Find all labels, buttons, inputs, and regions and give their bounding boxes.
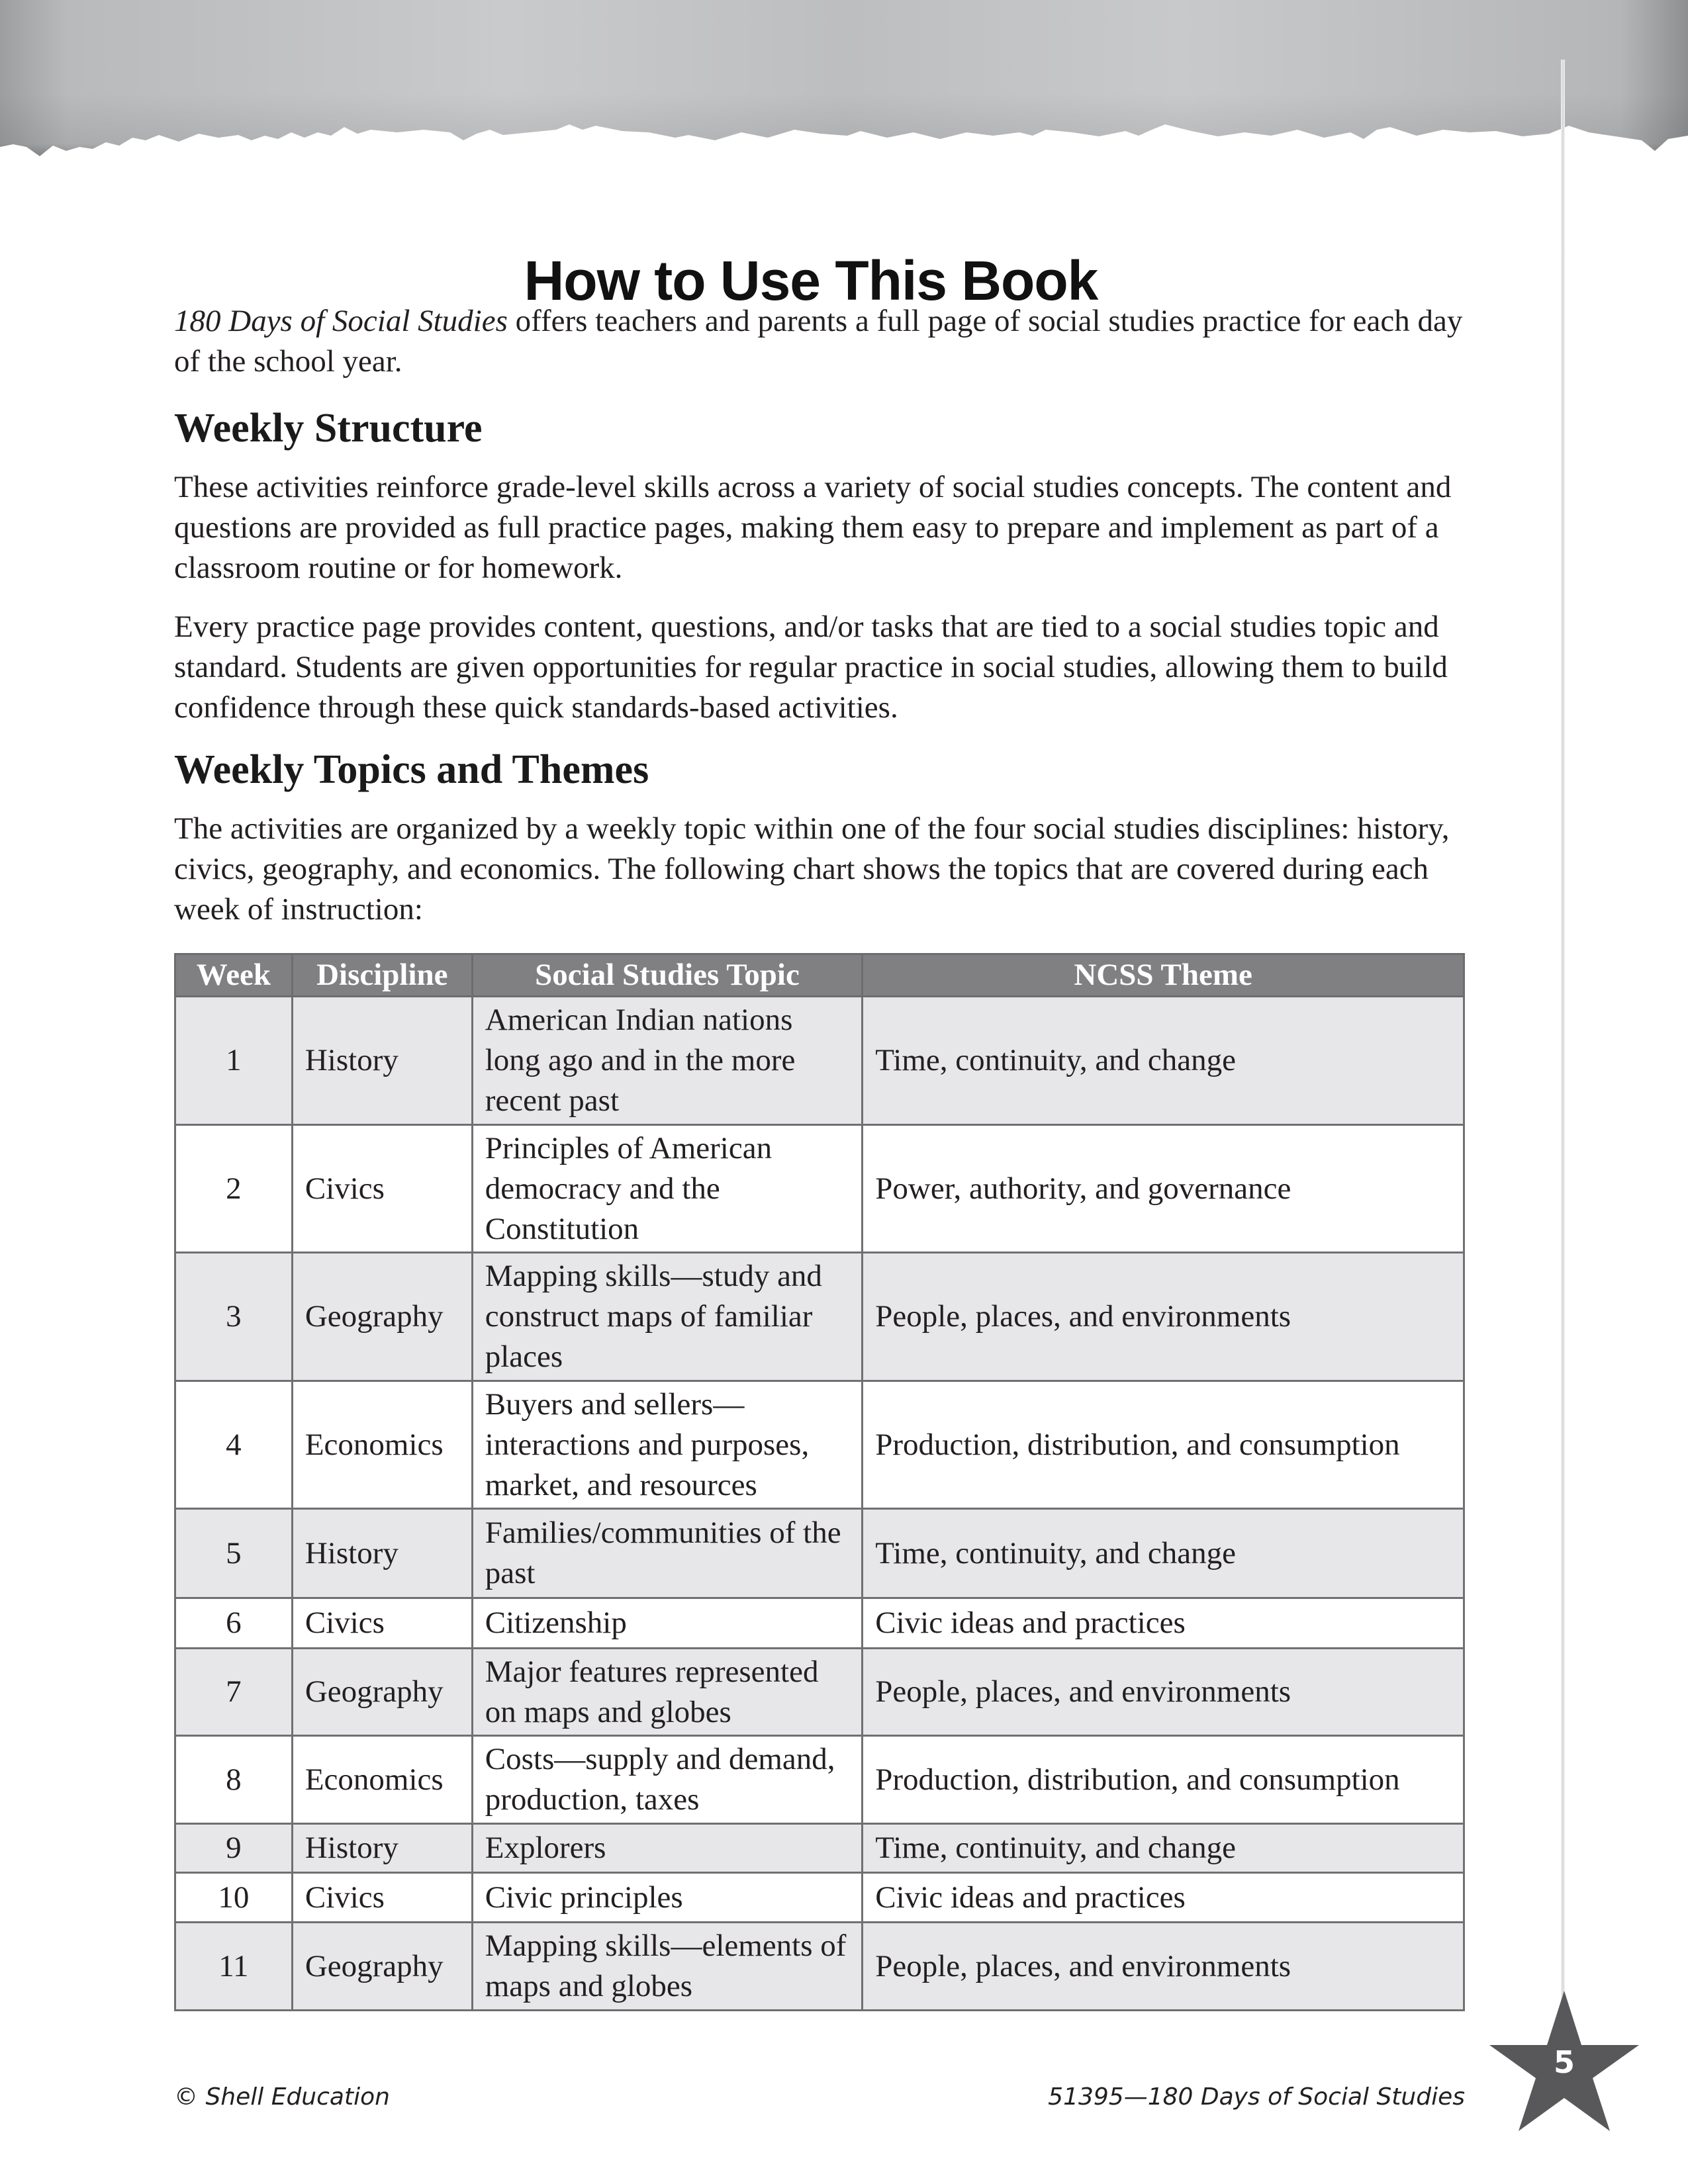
table-row (175, 1381, 1464, 1509)
topic-cell: Mapping skills—study and construct maps of familiar places (472, 1253, 863, 1381)
section-heading-weekly-topics: Weekly Topics and Themes (174, 747, 649, 792)
footer-publisher: © Shell Education (174, 2083, 390, 2111)
week-cell: 5 (175, 1509, 293, 1598)
table-row (175, 997, 1464, 1125)
table-row (175, 1125, 1464, 1253)
theme-cell: People, places, and environments (863, 1253, 1464, 1381)
table-row (175, 1649, 1464, 1736)
table-header-row (175, 954, 1464, 997)
week-cell: 9 (175, 1824, 293, 1873)
topic-cell: American Indian nations long ago and in the more recent past (472, 997, 863, 1125)
table-row (175, 1253, 1464, 1381)
table-row (175, 1736, 1464, 1824)
theme-cell: Power, authority, and governance (863, 1125, 1464, 1253)
theme-cell: Civic ideas and practices (863, 1873, 1464, 1923)
week-cell: 10 (175, 1873, 293, 1923)
theme-cell: Time, continuity, and change (863, 997, 1464, 1125)
table-row (175, 1873, 1464, 1923)
column-header-week: Week (175, 954, 293, 997)
discipline-cell: Economics (292, 1736, 472, 1824)
discipline-cell: History (292, 997, 472, 1125)
topic-cell: Principles of American democracy and the Constitution (472, 1125, 863, 1253)
topic-cell: Costs—supply and demand, production, taxes (472, 1736, 863, 1824)
weekly-structure-paragraph-2: Every practice page provides content, questions, and/or tasks that are tied to a social studies topic and standard. Students are given opportunities for regular practice in social studies, allowing them to build confidence through these quick standards-based activities. (174, 610, 1448, 725)
discipline-cell: Civics (292, 1125, 472, 1253)
page-title: How to Use This Book (524, 250, 1098, 312)
discipline-cell: Geography (292, 1253, 472, 1381)
week-cell: 7 (175, 1649, 293, 1736)
week-cell: 3 (175, 1253, 293, 1381)
week-cell: 8 (175, 1736, 293, 1824)
page-number-star-icon (1488, 1985, 1640, 2131)
theme-cell: Civic ideas and practices (863, 1598, 1464, 1649)
week-cell: 11 (175, 1923, 293, 2011)
topic-cell: Explorers (472, 1824, 863, 1873)
discipline-cell: Economics (292, 1381, 472, 1509)
discipline-cell: History (292, 1824, 472, 1873)
table-row (175, 1824, 1464, 1873)
discipline-cell: History (292, 1509, 472, 1598)
intro-text: offers teachers and parents a full page of social studies practice for each day of the school year. (174, 304, 1463, 379)
theme-cell: Production, distribution, and consumption (863, 1381, 1464, 1509)
topic-cell: Families/communities of the past (472, 1509, 863, 1598)
topic-cell: Buyers and sellers—interactions and purposes, market, and resources (472, 1381, 863, 1509)
topic-cell: Mapping skills—elements of maps and globes (472, 1923, 863, 2011)
topic-cell: Civic principles (472, 1873, 863, 1923)
theme-cell: Production, distribution, and consumption (863, 1736, 1464, 1824)
column-header-ncss-theme: NCSS Theme (863, 954, 1464, 997)
spine-ribbon-line (1561, 60, 1565, 2019)
torn-paper-header-decoration (0, 0, 1688, 159)
discipline-cell: Civics (292, 1598, 472, 1649)
column-header-topic: Social Studies Topic (472, 954, 863, 997)
discipline-cell: Geography (292, 1923, 472, 2011)
week-cell: 1 (175, 997, 293, 1125)
footer-book-info: 51395—180 Days of Social Studies (1048, 2083, 1465, 2111)
page-number: 5 (1553, 2044, 1575, 2080)
weekly-topics-table (174, 953, 1465, 2011)
section-heading-weekly-structure: Weekly Structure (174, 406, 483, 451)
theme-cell: People, places, and environments (863, 1923, 1464, 2011)
theme-cell: Time, continuity, and change (863, 1824, 1464, 1873)
theme-cell: Time, continuity, and change (863, 1509, 1464, 1598)
weekly-structure-paragraph-1: These activities reinforce grade-level skills across a variety of social studies concepts. The content and questions are provided as full practice pages, making them easy to prepare and implement as part of a classroom routine or for homework. (174, 470, 1452, 585)
topic-cell: Major features represented on maps and globes (472, 1649, 863, 1736)
intro-paragraph (174, 301, 1472, 382)
table-row (175, 1598, 1464, 1649)
topic-cell: Citizenship (472, 1598, 863, 1649)
table-row (175, 1923, 1464, 2011)
week-cell: 2 (175, 1125, 293, 1253)
theme-cell: People, places, and environments (863, 1649, 1464, 1736)
book-title-italic: 180 Days of Social Studies (174, 304, 508, 338)
column-header-discipline: Discipline (292, 954, 472, 997)
discipline-cell: Civics (292, 1873, 472, 1923)
table-row (175, 1509, 1464, 1598)
week-cell: 4 (175, 1381, 293, 1509)
week-cell: 6 (175, 1598, 293, 1649)
discipline-cell: Geography (292, 1649, 472, 1736)
weekly-topics-paragraph: The activities are organized by a weekly topic within one of the four social studies disciplines: history, civics, geography, and economics. The following chart shows the topics that are covered during each week of instruction: (174, 811, 1450, 927)
